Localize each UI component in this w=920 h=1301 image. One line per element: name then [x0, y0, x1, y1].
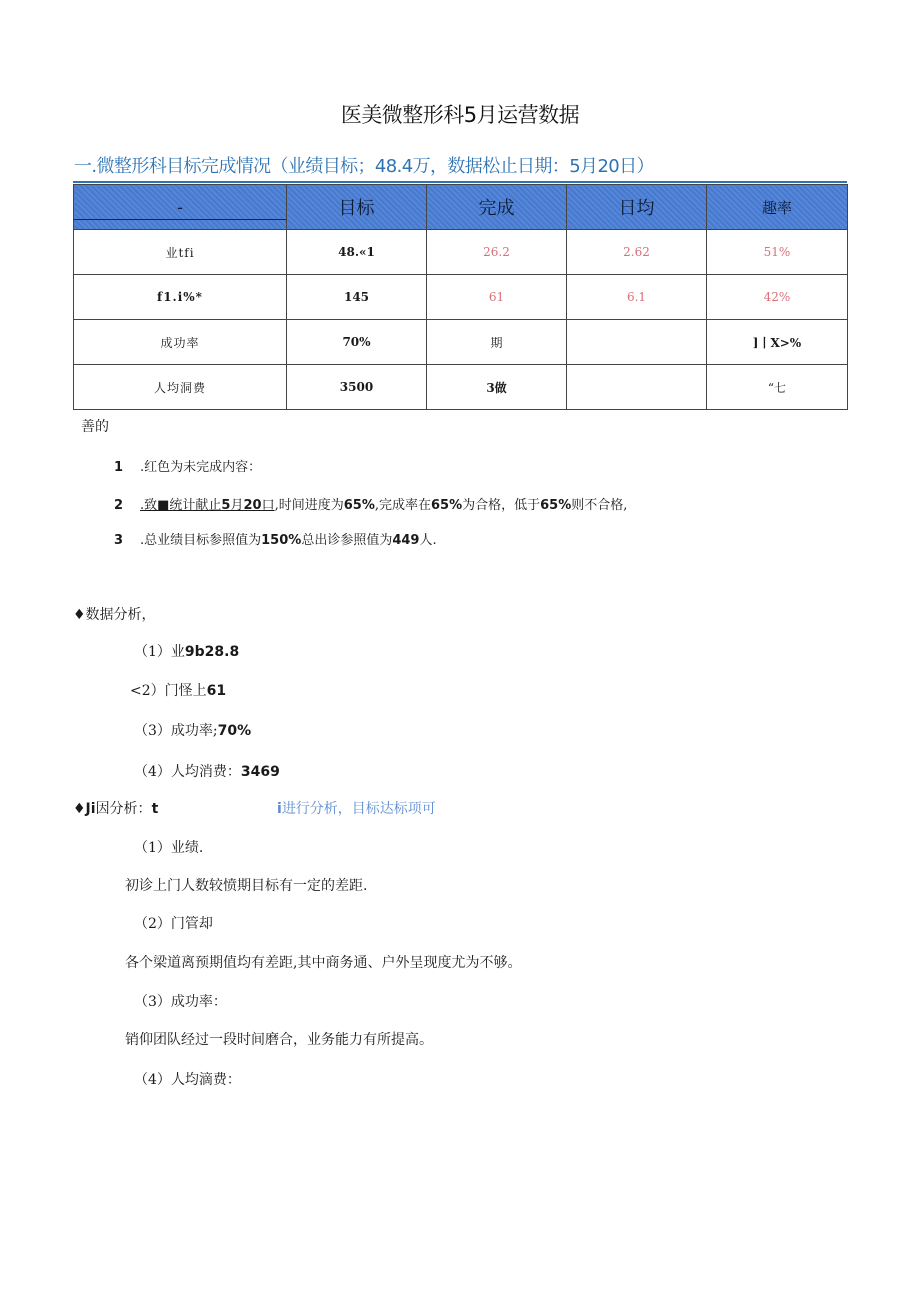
cause-heading-t: t: [151, 801, 159, 817]
analysis-item-2: [130, 680, 226, 700]
cause-sub-2: （2）门管却: [134, 916, 213, 932]
row-label: 业tfi: [74, 230, 287, 275]
analysis-item-3: [134, 720, 251, 740]
cause-heading-blue-i: i: [277, 801, 282, 817]
note-text: 为合格，低于: [462, 498, 541, 513]
note-text: 人.: [419, 533, 437, 548]
row-label: 人均洞费: [74, 365, 287, 410]
note-number: 3: [114, 533, 124, 548]
table-row: [74, 320, 848, 365]
note-text: .红色为未完成内容：: [140, 460, 262, 475]
header-cell-done: 完成: [427, 185, 567, 230]
note-count: 449: [392, 533, 420, 548]
row-label: f1.i%*: [74, 275, 287, 320]
row-target: 48.«1: [287, 230, 427, 275]
row-done: 3做: [427, 365, 567, 410]
cause-heading-blue: [277, 798, 436, 818]
note-number: 2: [114, 498, 124, 513]
header-inner-line: [74, 219, 286, 220]
analysis-value: 9b28.8: [184, 644, 240, 660]
note-underlined-text: [140, 498, 275, 513]
row-daily: [567, 320, 707, 365]
table-row: [74, 275, 848, 320]
row-daily: 2.62: [567, 230, 707, 275]
row-done: 61: [427, 275, 567, 320]
analysis-label: （1）业: [134, 644, 185, 660]
note-item-2: [114, 494, 627, 513]
cause-sub-1: （1）业绩.: [134, 840, 204, 856]
cause-heading-blue-text: 进行分析，目标达标项可: [281, 801, 436, 817]
cause-desc-3: 销仰团队经过一段时间磨合，业务能力有所提高。: [125, 1032, 433, 1048]
cause-heading-bold: ♦Ji: [73, 801, 96, 817]
note-text: 总出诊参照值为: [301, 533, 393, 548]
note-text: ,完成率在: [374, 498, 431, 513]
section-heading-target-completion: 一.微整形科目标完成情况（业绩目标；48.4万，数据松止日期：5月20日）: [74, 156, 654, 177]
note-item-1: [114, 456, 261, 475]
cause-sub-4: （4）人均滴费：: [134, 1072, 241, 1088]
note-percent: 150%: [261, 533, 302, 548]
table-row: [74, 230, 848, 275]
row-daily: [567, 365, 707, 410]
row-done: 期: [427, 320, 567, 365]
note-text: 月: [230, 498, 244, 513]
row-daily: 6.1: [567, 275, 707, 320]
note-percent: 65%: [540, 498, 572, 513]
note-date-day: 5: [221, 498, 231, 513]
note-text: .致■统计献止: [140, 498, 222, 513]
cause-heading-text: 因分析：: [95, 801, 152, 817]
row-rate: “七: [707, 365, 848, 410]
row-target: 3500: [287, 365, 427, 410]
analysis-label: <2）门怪上: [130, 683, 207, 699]
analysis-value: 3469: [240, 764, 280, 780]
table-row: [74, 365, 848, 410]
row-rate: ]丨X>%: [707, 320, 848, 365]
analysis-value: 70%: [217, 723, 252, 739]
header-cell-rate: 趣率: [707, 185, 848, 230]
analysis-label: （4）人均消费：: [134, 764, 241, 780]
header-item-label: -: [177, 197, 183, 217]
row-done: 26.2: [427, 230, 567, 275]
cause-analysis-heading: [73, 798, 893, 818]
target-completion-table: [73, 184, 848, 410]
note-text: 则不合格,: [571, 498, 628, 513]
header-cell-daily: 日均: [567, 185, 707, 230]
note-date-num: 20: [243, 498, 262, 513]
row-target: 70%: [287, 320, 427, 365]
note-text: ,时间进度为: [274, 498, 344, 513]
analysis-item-1: [134, 641, 239, 661]
note-text: 口: [261, 498, 275, 513]
row-rate: 51%: [707, 230, 848, 275]
row-target: 145: [287, 275, 427, 320]
notes-heading: 善的: [81, 419, 109, 435]
note-percent: 65%: [343, 498, 375, 513]
note-number: 1: [114, 460, 124, 475]
table-header-row: [74, 185, 848, 230]
cause-sub-3: （3）成功率：: [134, 994, 227, 1010]
header-cell-item: [74, 185, 287, 230]
analysis-label: （3）成功率;: [134, 723, 218, 739]
analysis-item-4: [134, 761, 280, 781]
note-text: .总业绩目标参照值为: [140, 533, 262, 548]
cause-desc-2: 各个梁道离预期值均有差距,其中商务通、户外呈现度尤为不够。: [125, 955, 522, 971]
note-percent: 65%: [431, 498, 463, 513]
note-item-3: [114, 529, 437, 548]
row-rate: 42%: [707, 275, 848, 320]
row-label: 成功率: [74, 320, 287, 365]
data-analysis-heading: ♦数据分析，: [73, 607, 156, 623]
header-cell-target: 目标: [287, 185, 427, 230]
analysis-value: 61: [206, 683, 227, 699]
section-divider: [73, 181, 847, 183]
page-title: 医美微整形科5月运营数据: [340, 103, 580, 127]
cause-desc-1: 初诊上门人数较愤期目标有一定的差距.: [125, 878, 368, 894]
